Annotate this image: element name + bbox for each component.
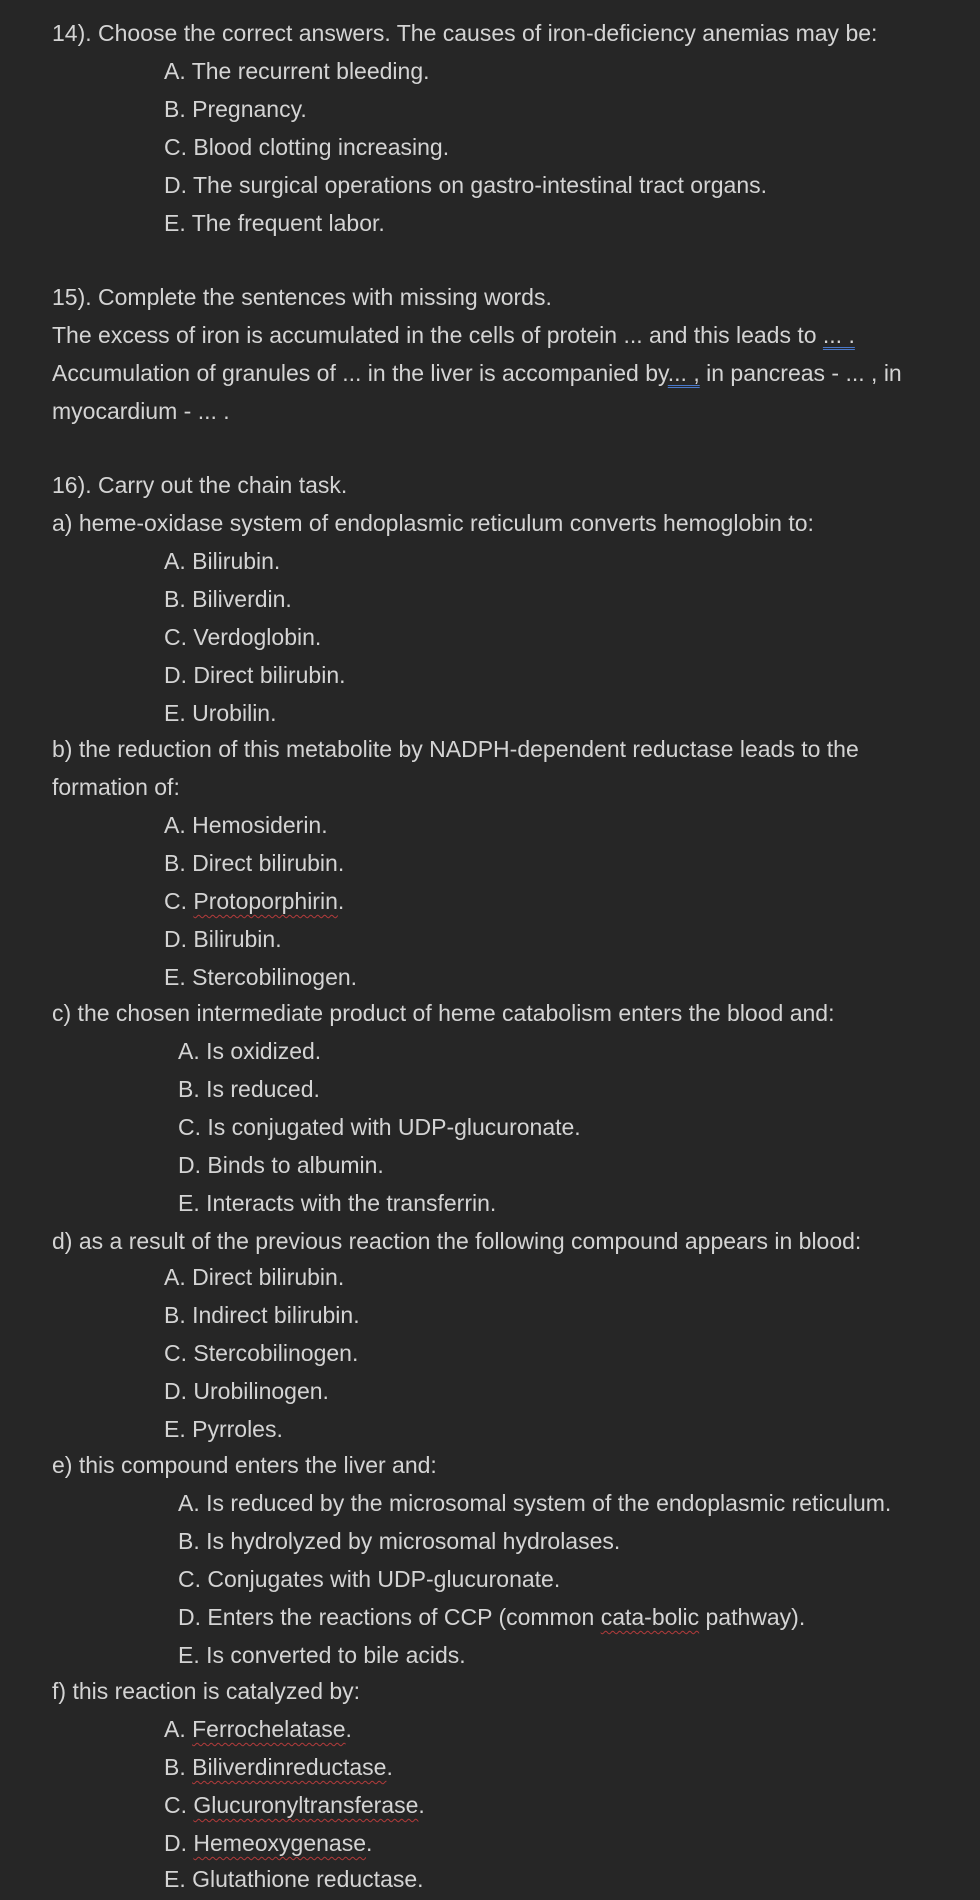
q15-prompt: 15). Complete the sentences with missing words. [52, 284, 552, 310]
q16c-option-d: D. Binds to albumin. [178, 1152, 384, 1178]
q16f-option-a-label: A. [164, 1716, 193, 1742]
q16a-option-c: C. Verdoglobin. [164, 624, 322, 650]
q16c-option-b: B. Is reduced. [178, 1076, 320, 1102]
q14-option-e: E. The frequent labor. [164, 210, 385, 236]
q16e-option-e: E. Is converted to bile acids. [178, 1642, 466, 1668]
q16c-stem: c) the chosen intermediate product of heme catabolism enters the blood and: [52, 1000, 835, 1026]
q16f-stem: f) this reaction is catalyzed by: [52, 1678, 361, 1704]
q16b-option-b: B. Direct bilirubin. [164, 850, 345, 876]
q16f-option-a [164, 1714, 352, 1744]
q16e-stem: e) this compound enters the liver and: [52, 1452, 437, 1478]
q16a-option-b: B. Biliverdin. [164, 586, 292, 612]
q16f-option-e: E. Glutathione reductase. [164, 1866, 424, 1892]
q15-line-2-text-a: Accumulation of granules of ... in the liver is accompanied by [52, 360, 668, 386]
q16b-stem-line-1: b) the reduction of this metabolite by NADPH-dependent reductase leads to the [52, 736, 859, 762]
q15-line-2 [52, 358, 902, 388]
q16a-stem: a) heme-oxidase system of endoplasmic reticulum converts hemoglobin to: [52, 510, 814, 536]
q14-option-b: B. Pregnancy. [164, 96, 307, 122]
q16f-option-d-label: D. [164, 1830, 194, 1856]
q16d-option-e: E. Pyrroles. [164, 1416, 283, 1442]
q16f-option-b-label: B. [164, 1754, 193, 1780]
q16e-option-c: C. Conjugates with UDP-glucuronate. [178, 1566, 561, 1592]
q16f-option-b-word: Biliverdinreductase [192, 1754, 387, 1780]
q16a-option-a: A. Bilirubin. [164, 548, 281, 574]
q16a-option-d: D. Direct bilirubin. [164, 662, 346, 688]
q16f-option-c [164, 1790, 425, 1820]
q16f-option-a-end: . [345, 1716, 352, 1742]
q16f-option-b [164, 1752, 393, 1782]
q14-option-d: D. The surgical operations on gastro-intestinal tract organs. [164, 172, 767, 198]
q16d-option-c: C. Stercobilinogen. [164, 1340, 359, 1366]
q16c-option-a: A. Is oxidized. [178, 1038, 322, 1064]
q15-line-2-text-b: in pancreas - ... , in [699, 360, 902, 386]
q15-blank-1: ... . [822, 322, 855, 348]
q16-prompt: 16). Carry out the chain task. [52, 472, 348, 498]
q16a-option-e: E. Urobilin. [164, 700, 277, 726]
q16f-option-c-label: C. [164, 1792, 194, 1818]
q16b-option-c [164, 886, 344, 916]
q14-option-a: A. The recurrent bleeding. [164, 58, 430, 84]
q16b-option-a: A. Hemosiderin. [164, 812, 328, 838]
q15-line-3: myocardium - ... . [52, 398, 230, 424]
q16b-option-c-word: Protoporphirin [193, 888, 338, 914]
q16d-option-a: A. Direct bilirubin. [164, 1264, 345, 1290]
q16d-option-b: B. Indirect bilirubin. [164, 1302, 360, 1328]
q16f-option-d [164, 1828, 372, 1858]
q14-prompt: 14). Choose the correct answers. The causes of iron-deficiency anemias may be: [52, 20, 878, 46]
q16d-option-d: D. Urobilinogen. [164, 1378, 329, 1404]
q16e-option-d-text: D. Enters the reactions of CCP (common [178, 1604, 601, 1630]
q16d-stem: d) as a result of the previous reaction the following compound appears in blood: [52, 1228, 862, 1254]
q16c-option-c: C. Is conjugated with UDP-glucuronate. [178, 1114, 581, 1140]
q16e-option-d-end: pathway). [699, 1604, 806, 1630]
q15-blank-2: ... , [667, 360, 700, 386]
q16f-option-c-word: Glucuronyltransferase [193, 1792, 419, 1818]
q16b-option-c-end: . [337, 888, 345, 914]
q16b-option-d: D. Bilirubin. [164, 926, 282, 952]
q16c-option-e: E. Interacts with the transferrin. [178, 1190, 497, 1216]
q16b-option-e: E. Stercobilinogen. [164, 964, 358, 990]
q16f-option-d-end: . [366, 1830, 373, 1856]
q16e-option-a: A. Is reduced by the microsomal system of the endoplasmic reticulum. [178, 1490, 892, 1516]
q16b-stem-line-2: formation of: [52, 774, 180, 800]
q16f-option-c-end: . [418, 1792, 425, 1818]
q14-option-c: C. Blood clotting increasing. [164, 134, 450, 160]
q16e-option-b: B. Is hydrolyzed by microsomal hydrolases. [178, 1528, 621, 1554]
q16f-option-a-word: Ferrochelatase [192, 1716, 346, 1742]
q15-line-1 [52, 320, 855, 350]
q16f-option-d-word: Hemeoxygenase [193, 1830, 366, 1856]
q16b-option-c-label: C. [164, 888, 194, 914]
q16f-option-b-end: . [386, 1754, 393, 1780]
q15-line-1-text: The excess of iron is accumulated in the cells of protein ... and this leads to [52, 322, 823, 348]
q16e-option-d-word: cata-bolic [600, 1604, 700, 1630]
q16e-option-d [178, 1602, 805, 1632]
